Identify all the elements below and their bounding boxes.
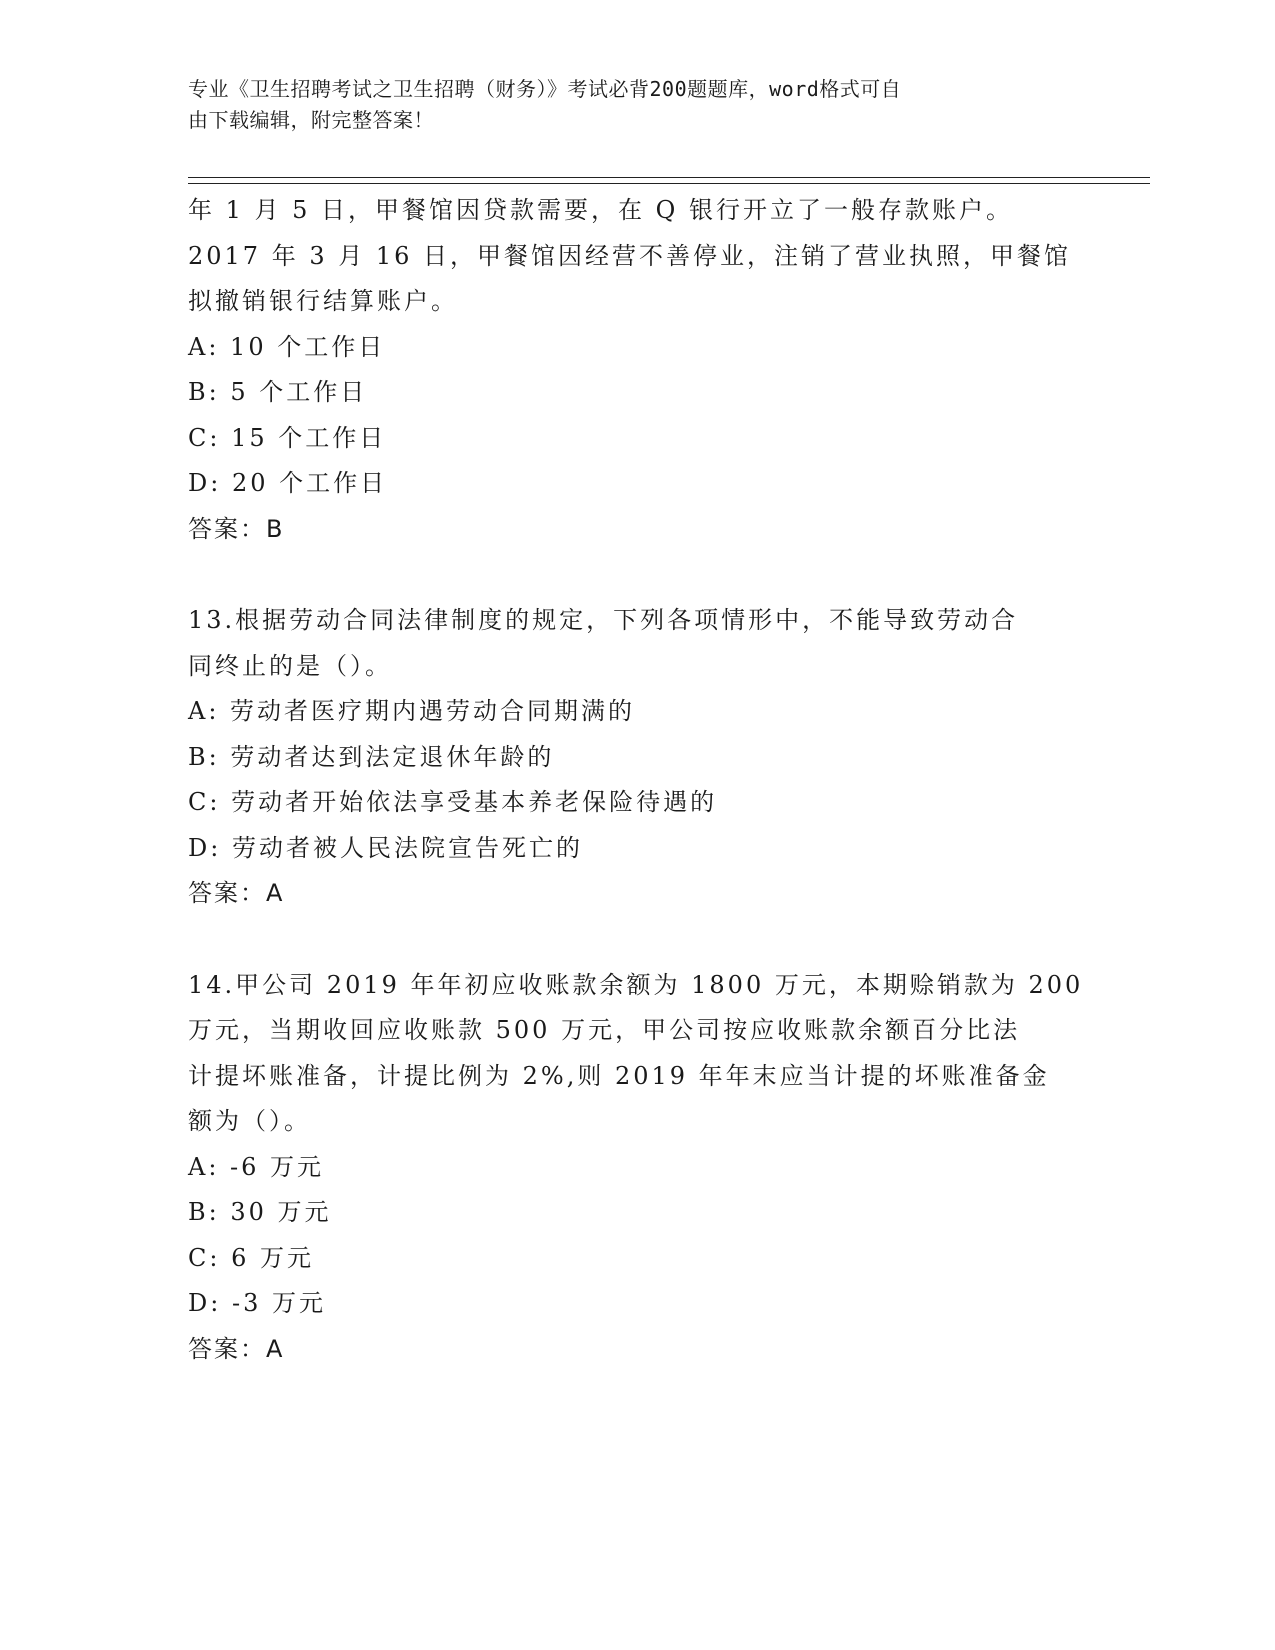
- document-header: [188, 74, 1068, 136]
- question-text-line: 计提坏账准备，计提比例为 2%,则 2019 年年末应当计提的坏账准备金: [188, 1061, 1050, 1090]
- option-b: B: 30 万元: [188, 1198, 332, 1226]
- spacer: [188, 552, 1088, 598]
- option-d: D: 20 个工作日: [188, 469, 388, 497]
- question-text-line: 年 1 月 5 日，甲餐馆因贷款需要，在 Q 银行开立了一般存款账户。: [188, 196, 1013, 224]
- answer-line: 答案：A: [188, 1334, 285, 1363]
- option-a: A: -6 万元: [188, 1152, 325, 1181]
- question-text-line: 14.甲公司 2019 年年初应收账款余额为 1800 万元，本期赊销款为 200: [188, 970, 1084, 999]
- question-text-line: 同终止的是（）。: [188, 651, 392, 680]
- spacer: [188, 917, 1088, 963]
- question-14: [188, 963, 1088, 1373]
- question-13: [188, 598, 1088, 917]
- option-b: B: 5 个工作日: [188, 378, 368, 406]
- option-c: C: 15 个工作日: [188, 423, 387, 452]
- option-d: D: 劳动者被人民法院宣告死亡的: [188, 833, 583, 862]
- option-a: A: 劳动者医疗期内遇劳动合同期满的: [188, 697, 636, 725]
- option-a: A: 10 个工作日: [188, 332, 386, 361]
- answer-line: 答案：B: [188, 514, 285, 543]
- option-d: D: -3 万元: [188, 1289, 326, 1317]
- question-text-line: 2017 年 3 月 16 日，甲餐馆因经营不善停业，注销了营业执照，甲餐馆: [188, 241, 1072, 270]
- header-line-1: 专业《卫生招聘考试之卫生招聘（财务）》考试必背200题题库，word格式可自: [188, 77, 902, 101]
- question-text-line: 万元，当期收回应收账款 500 万元，甲公司按应收账款余额百分比法: [188, 1016, 1021, 1044]
- answer-line: 答案：A: [188, 879, 285, 907]
- question-12-continuation: [188, 188, 1088, 552]
- option-b: B: 劳动者达到法定退休年龄的: [188, 742, 555, 771]
- question-text-line: 13.根据劳动合同法律制度的规定，下列各项情形中，不能导致劳动合: [188, 606, 1019, 634]
- question-text-line: 额为（）。: [188, 1107, 311, 1135]
- header-divider-bottom: [188, 183, 1150, 184]
- option-c: C: 6 万元: [188, 1243, 314, 1272]
- question-text-line: 拟撤销银行结算账户。: [188, 287, 458, 315]
- question-content: [188, 188, 1088, 1372]
- option-c: C: 劳动者开始依法享受基本养老保险待遇的: [188, 788, 718, 816]
- header-line-2: 由下载编辑，附完整答案！: [188, 108, 434, 132]
- header-divider-top: [188, 177, 1150, 178]
